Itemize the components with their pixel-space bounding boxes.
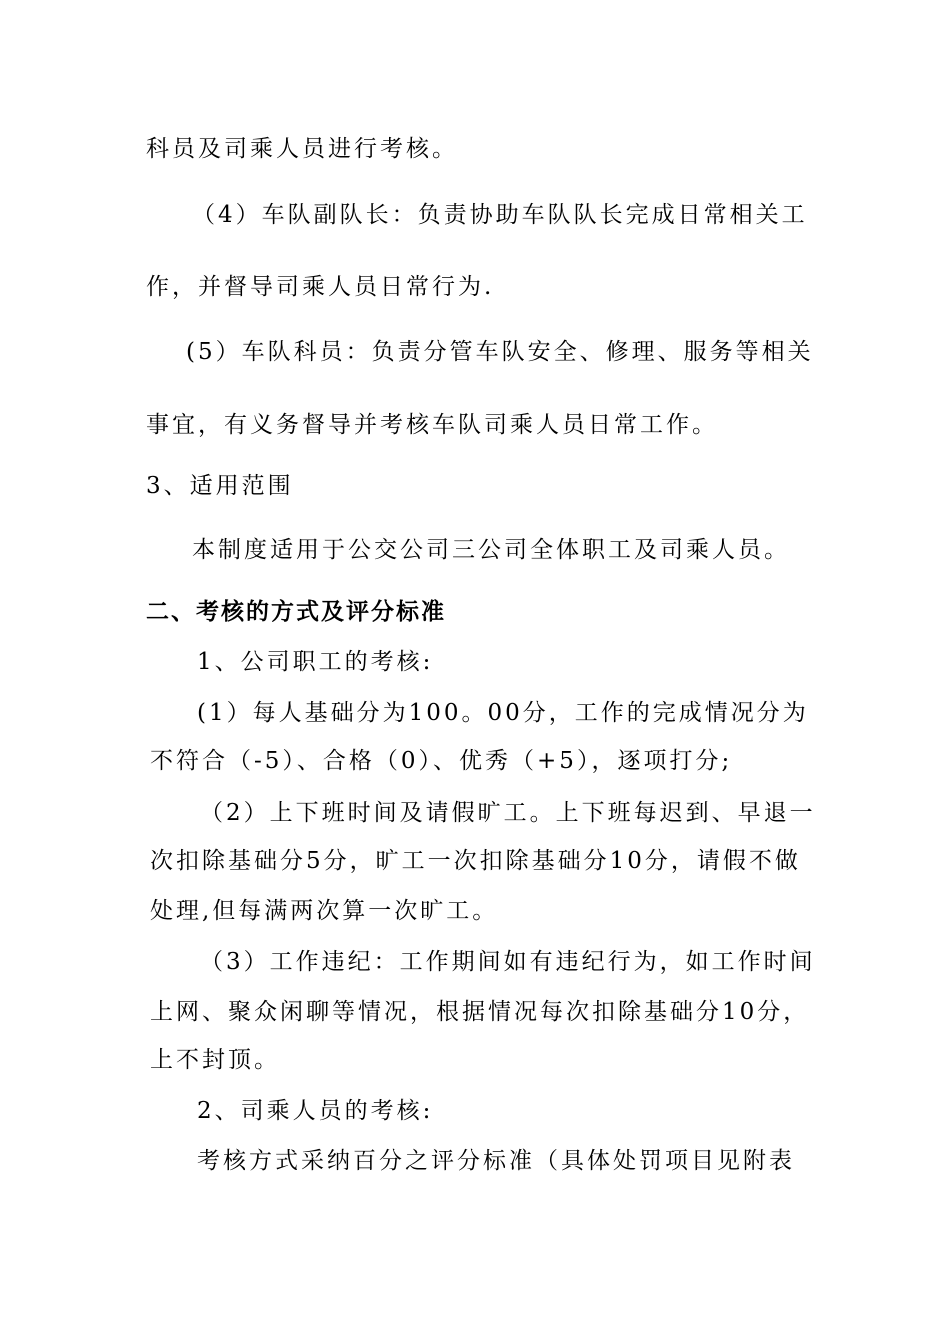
paragraph-line-1: 科员及司乘人员进行考核。 [146, 136, 458, 162]
section-title-scope: 3、适用范围 [146, 473, 294, 499]
section-heading-2: 二、考核的方式及评分标准 [146, 598, 446, 625]
paragraph-line-staff-5: 处理,但每满两次算一次旷工。 [150, 898, 499, 924]
paragraph-line-staff-3: （2）上下班时间及请假旷工。上下班每迟到、早退一 [200, 800, 816, 826]
paragraph-line-staff-7: 上网、聚众闲聊等情况，根据情况每次扣除基础分10分， [150, 999, 810, 1025]
paragraph-line-4: (5）车队科员：负责分管车队安全、修理、服务等相关 [186, 339, 814, 365]
paragraph-line-staff-4: 次扣除基础分5分，旷工一次扣除基础分10分，请假不做 [150, 848, 801, 874]
paragraph-line-5: 事宜，有义务督导并考核车队司乘人员日常工作。 [146, 412, 718, 438]
paragraph-line-3: 作，并督导司乘人员日常行为. [146, 274, 495, 300]
subsection-title-drivers: 2、司乘人员的考核: [197, 1098, 434, 1124]
paragraph-line-staff-6: （3）工作违纪：工作期间如有违纪行为，如工作时间 [200, 949, 816, 975]
paragraph-line-staff-1: (1）每人基础分为100。00分，工作的完成情况分为 [197, 700, 809, 726]
paragraph-line-2: （4）车队副队长：负责协助车队队长完成日常相关工 [192, 202, 808, 228]
paragraph-line-staff-2: 不符合（-5）、合格（0）、优秀（+5），逐项打分; [150, 748, 733, 774]
paragraph-line-drivers-1: 考核方式采纳百分之评分标准（具体处罚项目见附表 [197, 1148, 795, 1174]
subsection-title-staff: 1、公司职工的考核: [197, 649, 434, 675]
paragraph-line-scope: 本制度适用于公交公司三公司全体职工及司乘人员。 [192, 537, 790, 563]
paragraph-line-staff-8: 上不封顶。 [150, 1047, 280, 1073]
